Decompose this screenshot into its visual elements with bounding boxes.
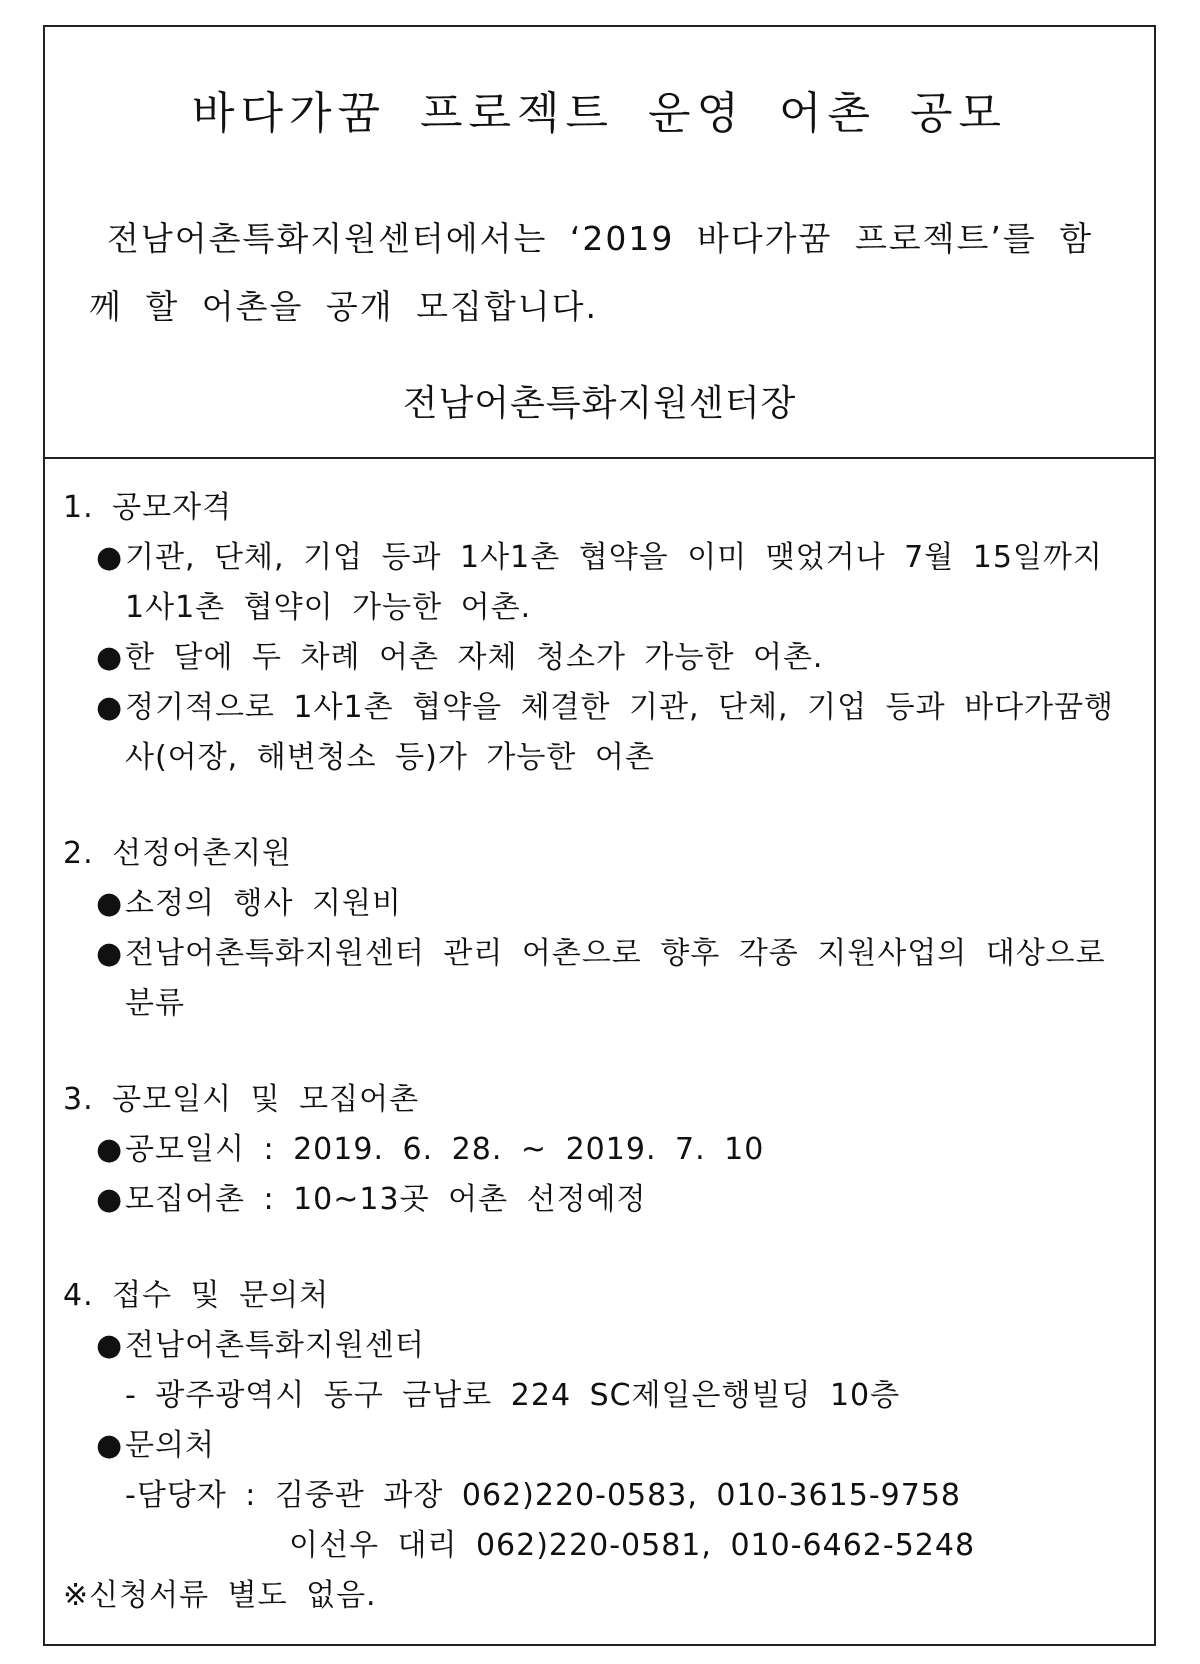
section-eligibility <box>63 483 1136 783</box>
list-item <box>63 1125 1136 1175</box>
bullet-icon: ● <box>96 640 124 675</box>
section-title: 1. 공모자격 <box>63 490 233 525</box>
section-contact <box>63 1271 1136 1621</box>
bullet-icon: ● <box>96 1428 124 1463</box>
footnote: ※신청서류 별도 없음. <box>63 1578 377 1613</box>
bullet-list <box>63 533 1136 783</box>
bullet-list <box>63 1421 1136 1471</box>
list-item-text: 전남어촌특화지원센터 <box>125 1328 425 1363</box>
section-title: 2. 선정어촌지원 <box>63 836 293 871</box>
bullet-list <box>63 879 1136 1029</box>
list-item-text: 기관, 단체, 기업 등과 1사1촌 협약을 이미 맺었거나 7월 15일까지 1사1촌 협약이 가능한 어촌. <box>125 540 1103 625</box>
list-item-text: 한 달에 두 차례 어촌 자체 청소가 가능한 어촌. <box>125 640 824 675</box>
list-item <box>63 533 1136 633</box>
list-item-text: 문의처 <box>125 1428 215 1463</box>
bullet-icon: ● <box>96 1328 124 1363</box>
bullet-icon: ● <box>96 540 124 575</box>
intro-paragraph: 전남어촌특화지원센터에서는 ‘2019 바다가꿈 프로젝트’를 함께 할 어촌을 공개 모집합니다. <box>89 219 1094 326</box>
list-item <box>63 879 1136 929</box>
contact-line: -담당자 : 김중관 과장 062)220-0583, 010-3615-9758 <box>125 1478 961 1513</box>
list-item-text: 전남어촌특화지원센터 관리 어촌으로 향후 각종 지원사업의 대상으로 분류 <box>125 936 1106 1021</box>
bullet-icon: ● <box>96 690 124 725</box>
list-item <box>63 683 1136 783</box>
bullet-icon: ● <box>96 886 124 921</box>
list-item <box>63 633 1136 683</box>
bullet-list <box>63 1125 1136 1225</box>
list-item <box>63 1321 1136 1371</box>
list-item <box>63 1175 1136 1225</box>
section-schedule <box>63 1075 1136 1225</box>
document-body <box>45 459 1154 1621</box>
list-item-text: 소정의 행사 지원비 <box>125 886 402 921</box>
section-title: 3. 공모일시 및 모집어촌 <box>63 1082 420 1117</box>
bullet-list <box>63 1321 1136 1371</box>
contact-line: 이선우 대리 062)220-0581, 010-6462-5248 <box>289 1528 976 1563</box>
bullet-icon: ● <box>96 1132 124 1167</box>
list-item <box>63 1421 1136 1471</box>
signer: 전남어촌특화지원센터장 <box>402 383 797 424</box>
list-item <box>63 929 1136 1029</box>
list-item-text: 정기적으로 1사1촌 협약을 체결한 기관, 단체, 기업 등과 바다가꿈행사(어장, 해변청소 등)가 가능한 어촌 <box>125 690 1115 775</box>
document-title: 바다가꿈 프로젝트 운영 어촌 공모 <box>192 88 1007 139</box>
list-item-text: 공모일시 : 2019. 6. 28. ~ 2019. 7. 10 <box>125 1132 765 1167</box>
document-frame <box>43 25 1156 1646</box>
bullet-icon: ● <box>96 936 124 971</box>
document-header <box>45 27 1154 459</box>
address-line: - 광주광역시 동구 금남로 224 SC제일은행빌딩 10층 <box>125 1378 901 1413</box>
bullet-icon: ● <box>96 1182 124 1217</box>
section-title: 4. 접수 및 문의처 <box>63 1278 330 1313</box>
list-item-text: 모집어촌 : 10~13곳 어촌 선정예정 <box>125 1182 647 1217</box>
section-support <box>63 829 1136 1029</box>
